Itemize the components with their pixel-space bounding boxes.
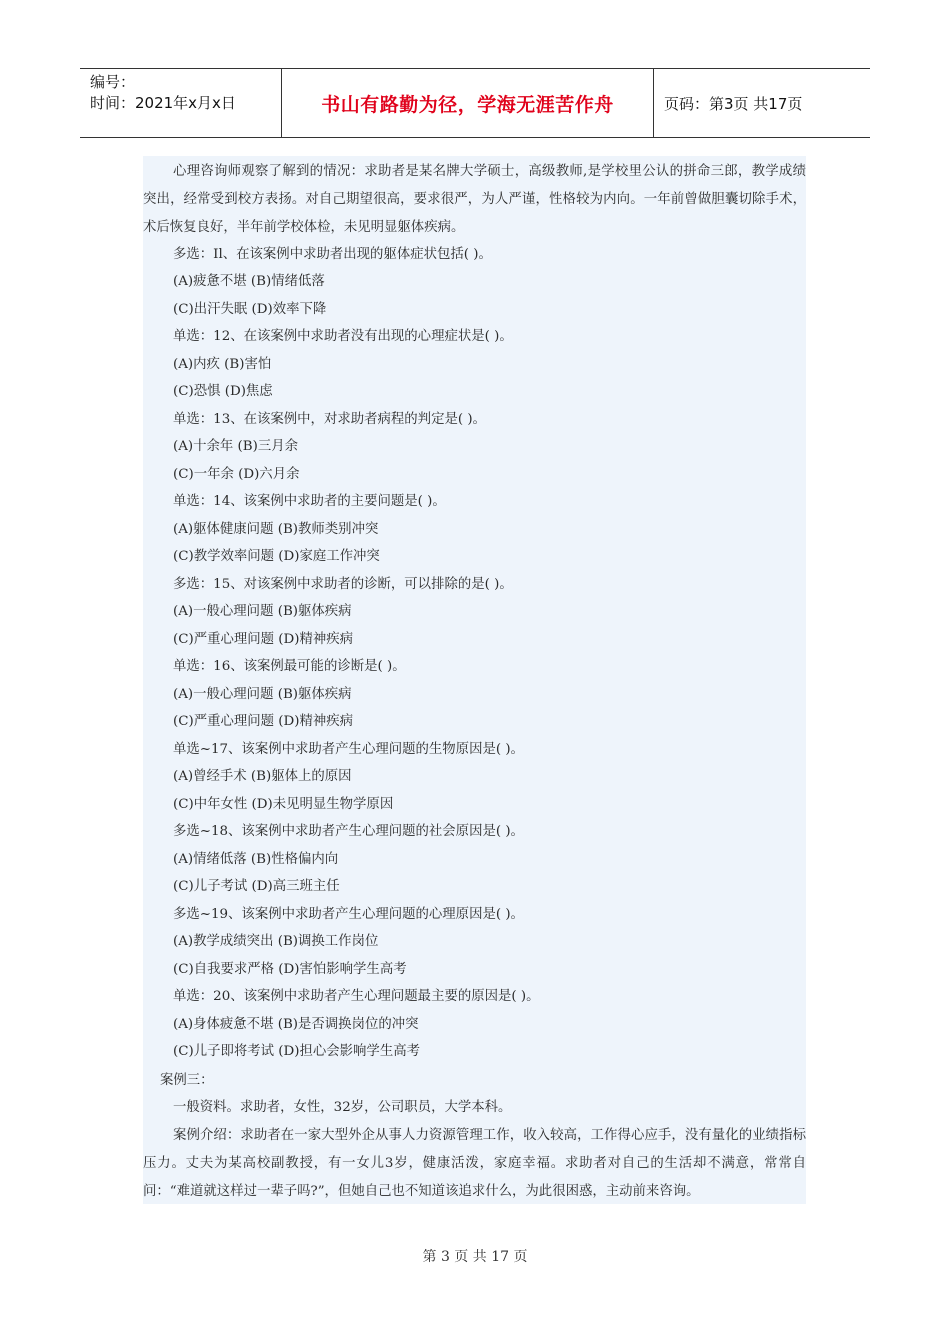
- case-intro-paragraph: 案例介绍：求助者在一家大型外企从事人力资源管理工作，收入较高，工作得心应手，没有量化的业绩指标压力。丈夫为某高校副教授，有一女儿3岁，健康活泼，家庭幸福。求助者对自己的生活却不满意，常常自问：“难道就这样过一辈子吗?”，但她自己也不知道该追求什么，为此很困惑，主动前来咨询。: [143, 1128, 806, 1199]
- header-meta-cell: [80, 69, 282, 137]
- question-15: 多选：15、对该案例中求助者的诊断，可以排除的是( )。: [173, 577, 513, 592]
- header-page-cell: [654, 69, 870, 137]
- option-line: (A)十余年 (B)三月余: [173, 439, 299, 454]
- option-line: (C)严重心理问题 (D)精神疾病: [173, 714, 354, 729]
- intro-paragraph: 心理咨询师观察了解到的情况：求助者是某名牌大学硕士，高级教师,是学校里公认的拼命三郎，教学成绩突出，经常受到校方表扬。对自己期望很高，要求很严，为人严谨，性格较为内向。一年前曾做胆囊切除手术，术后恢复良好，半年前学校体检，未见明显躯体疾病。: [143, 164, 806, 235]
- question-16: 单选：16、该案例最可能的诊断是( )。: [173, 659, 406, 674]
- option-line: (A)躯体健康问题 (B)教师类别冲突: [173, 522, 379, 537]
- option-line: (A)疲惫不堪 (B)情绪低落: [173, 274, 325, 289]
- question-12: 单选：12、在该案例中求助者没有出现的心理症状是( )。: [173, 329, 513, 344]
- motto-text: 书山有路勤为径，学海无涯苦作舟: [321, 93, 614, 116]
- option-line: (C)恐惧 (D)焦虑: [173, 384, 273, 399]
- option-line: (C)自我要求严格 (D)害怕影响学生高考: [173, 962, 407, 977]
- option-line: (A)一般心理问题 (B)躯体疾病: [173, 604, 352, 619]
- question-18: 多选~18、该案例中求助者产生心理问题的社会原因是( )。: [173, 824, 524, 839]
- option-line: (A)内疚 (B)害怕: [173, 357, 272, 372]
- general-info: 一般资料。求助者，女性，32岁，公司职员，大学本科。: [173, 1100, 512, 1115]
- option-line: (A)教学成绩突出 (B)调换工作岗位: [173, 934, 379, 949]
- option-line: (C)一年余 (D)六月余: [173, 467, 300, 482]
- document-body: [143, 156, 806, 1204]
- option-line: (C)中年女性 (D)未见明显生物学原因: [173, 797, 394, 812]
- option-line: (A)身体疲惫不堪 (B)是否调换岗位的冲突: [173, 1017, 419, 1032]
- footer-page-number: 第 3 页 共 17 页: [422, 1249, 528, 1265]
- case-three-heading: 案例三：: [160, 1073, 214, 1088]
- option-line: (C)教学效率问题 (D)家庭工作冲突: [173, 549, 380, 564]
- option-line: (C)儿子即将考试 (D)担心会影响学生高考: [173, 1044, 420, 1059]
- option-line: (A)曾经手术 (B)躯体上的原因: [173, 769, 352, 784]
- option-line: (C)出汗失眠 (D)效率下降: [173, 302, 327, 317]
- question-11: 多选：Il、在该案例中求助者出现的躯体症状包括( )。: [173, 247, 492, 262]
- question-14: 单选：14、该案例中求助者的主要问题是( )。: [173, 494, 446, 509]
- option-line: (C)儿子考试 (D)高三班主任: [173, 879, 340, 894]
- question-17: 单选~17、该案例中求助者产生心理问题的生物原因是( )。: [173, 742, 524, 757]
- time-label: 时间：2021年x月x日: [90, 94, 236, 112]
- number-label: 编号：: [90, 73, 136, 91]
- page-footer: [0, 1246, 950, 1266]
- header-motto-cell: [282, 69, 654, 137]
- page-header: [80, 68, 870, 138]
- page-label: 页码：第3页 共17页: [664, 94, 803, 113]
- option-line: (C)严重心理问题 (D)精神疾病: [173, 632, 354, 647]
- question-19: 多选~19、该案例中求助者产生心理问题的心理原因是( )。: [173, 907, 524, 922]
- option-line: (A)情绪低落 (B)性格偏内向: [173, 852, 339, 867]
- option-line: (A)一般心理问题 (B)躯体疾病: [173, 687, 352, 702]
- question-20: 单选：20、该案例中求助者产生心理问题最主要的原因是( )。: [173, 989, 540, 1004]
- question-13: 单选：13、在该案例中，对求助者病程的判定是( )。: [173, 412, 486, 427]
